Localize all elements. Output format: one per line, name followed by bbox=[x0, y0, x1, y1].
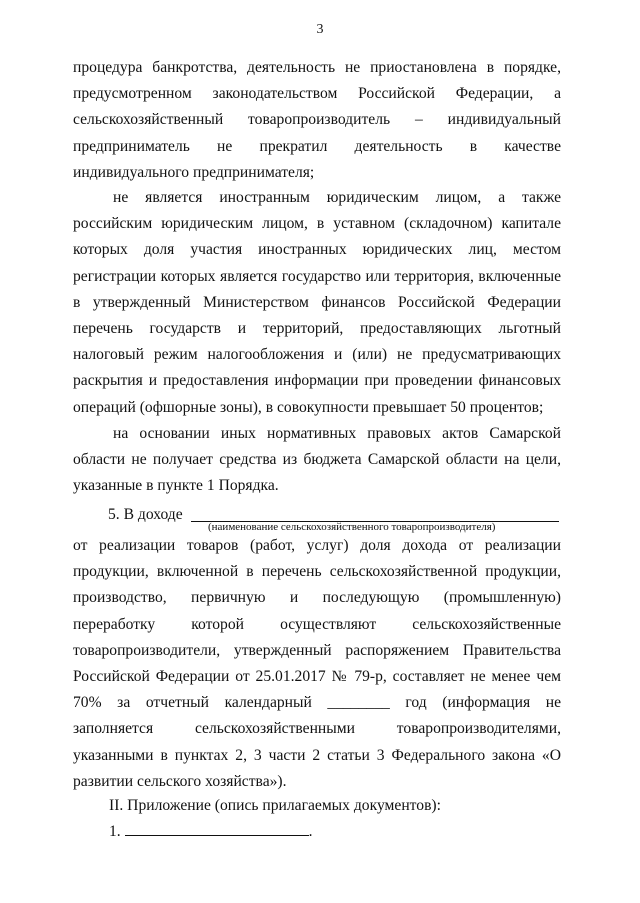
appendix-item-end: . bbox=[308, 823, 313, 841]
paragraph-text: на основании иных нормативных правовых актов Самарской области не получает средства из бюджета Самарской области на цели, указанные в пункте 1 Порядка. bbox=[73, 425, 561, 495]
item-5-label: 5. В доходе bbox=[108, 506, 183, 523]
item-5-body bbox=[73, 533, 561, 795]
appendix-section bbox=[73, 793, 561, 845]
paragraph-bankruptcy bbox=[73, 55, 561, 186]
paragraph-budget bbox=[73, 421, 561, 500]
appendix-item-number: 1. bbox=[109, 823, 121, 841]
paragraph-text: от реализации товаров (работ, услуг) доля дохода от реализации продукции, включенной в перечень сельскохозяйственной продукции, производство, первичную и последующую (промышленную) переработку которой осуществляют сельскохозяйственные товаропроизводители, утвержденный распоряжением Правительства Российской Федерации от 25.01.2017 № 79-р, составляет не менее чем 70% за отчетный календарный ________ год (информация не заполняется сельскохозяйственными товаропроизводителями, указанными в пунктах 2, 3 части 2 статьи 3 Федерального закона «О развитии сельского хозяйства»). bbox=[73, 537, 561, 790]
paragraph-foreign-entity bbox=[73, 185, 561, 421]
appendix-title: II. Приложение (опись прилагаемых документов): bbox=[109, 797, 441, 814]
paragraph-text: не является иностранным юридическим лицом, а также российским юридическим лицом, в уставном (складочном) капитале которых доля участия иностранных юридических лиц, местом регистрации которых является государство или территория, включенные в утвержденный Министерством финансов Российской Федерации перечень государств и территорий, предоставляющих льготный налоговый режим налогообложения и (или) не предусматривающих раскрытия и предоставления информации при проведении финансовых операций (офшорные зоны), в совокупности превышает 50 процентов; bbox=[73, 189, 561, 416]
item-5-header bbox=[73, 502, 561, 533]
appendix-item-1 bbox=[73, 819, 561, 845]
paragraph-text: процедура банкротства, деятельность не приостановлена в порядке, предусмотренном законодательством Российской Федерации, а сельскохозяйственный товаропроизводитель – индивидуальный предприниматель не прекратил деятельность в качестве индивидуального предпринимателя; bbox=[73, 59, 561, 181]
appendix-item-blank[interactable] bbox=[125, 819, 309, 836]
page-number: 3 bbox=[316, 22, 324, 37]
producer-name-caption: (наименование сельскохозяйственного товаропроизводителя) bbox=[208, 521, 496, 533]
